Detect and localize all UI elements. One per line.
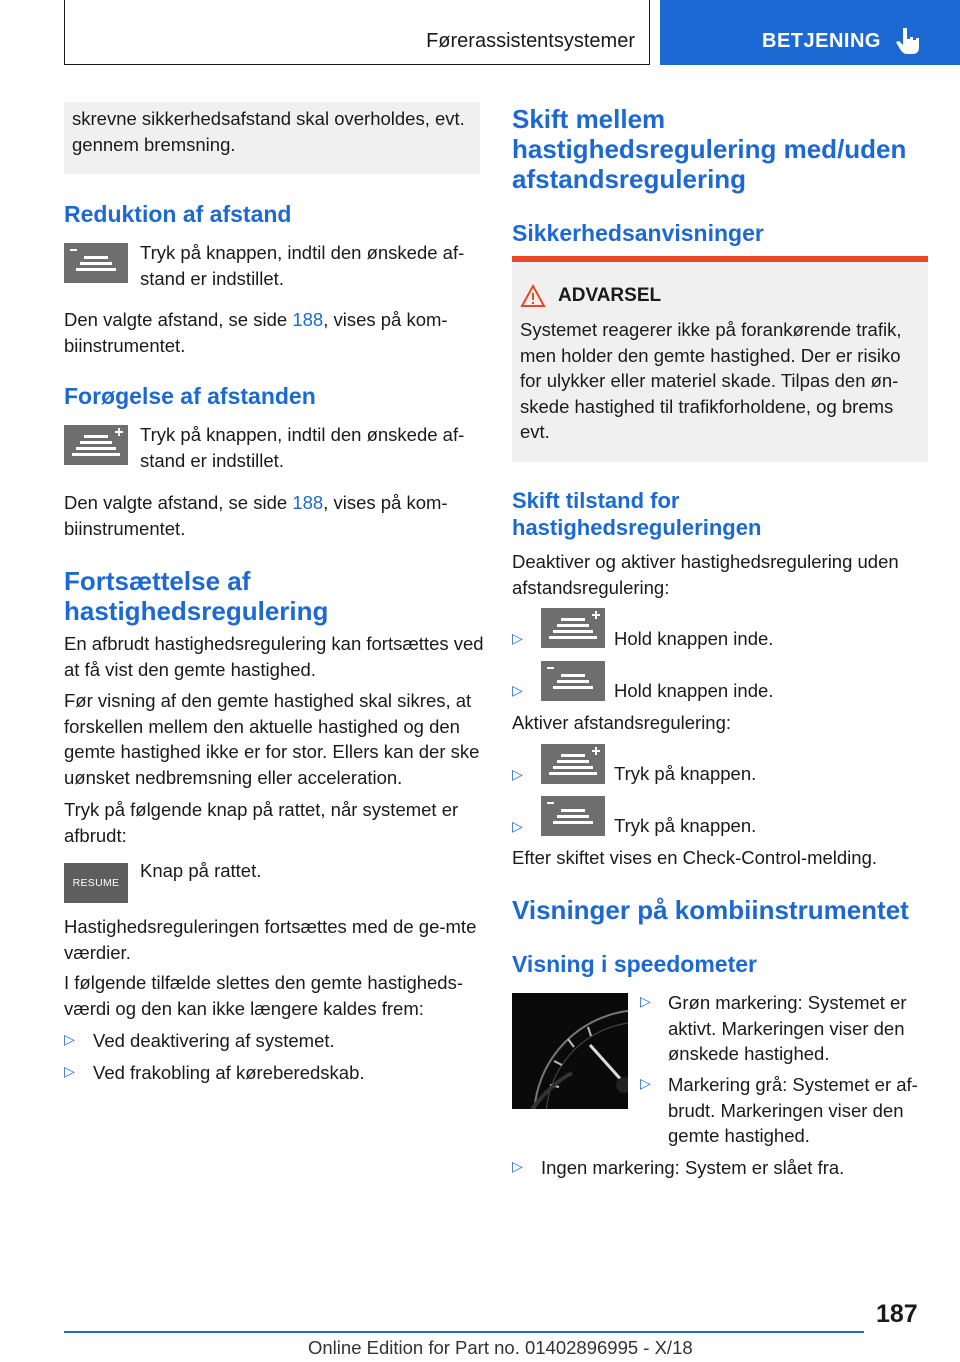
resume-heading: Fortsættelse af hastighedsregulering [64, 566, 329, 626]
triangle-bullet-icon: ▷ [64, 1063, 75, 1079]
warning-text: Systemet reagerer ikke på forankørende trafik, men holder den gemte hastighed. Der er risiko for ulykker eller materiel skade. Tilpas den øn-skede hastighed til trafikforholdene, og brems evt. [520, 319, 902, 442]
safety-heading: Sikkerhedsanvisninger [512, 220, 764, 246]
after-switch-note: Efter skiftet vises en Check-Control-melding. [512, 847, 877, 868]
resume-button-label: RESUME [72, 877, 120, 889]
distance-increase-icon [541, 744, 605, 784]
increase-distance-heading: Forøgelse af afstanden [64, 383, 316, 409]
continued-note-text: skrevne sikkerhedsafstand skal overholdes, evt. gennem bremsning. [72, 108, 465, 155]
distance-decrease-button-image [64, 243, 128, 283]
distance-decrease-button-image [541, 796, 605, 836]
footer-edition: Online Edition for Part no. 01402896995 - X/18 [308, 1337, 693, 1358]
hold-instruction-2: Hold knappen inde. [614, 680, 774, 701]
warning-triangle-icon [520, 284, 546, 308]
triangle-bullet-icon: ▷ [512, 766, 523, 782]
footer-divider [64, 1331, 864, 1333]
hold-instruction-1: Hold knappen inde. [614, 628, 774, 649]
distance-decrease-icon [64, 243, 128, 283]
increase-note-post: , vises på kom-biinstrumentet. [64, 492, 448, 539]
distance-increase-button-image [541, 608, 605, 648]
press-instruction-1: Tryk på knappen. [614, 763, 757, 784]
resume-list-item: Ved deaktivering af systemet. [93, 1030, 335, 1051]
distance-increase-icon [64, 425, 128, 465]
mode-heading: Skift tilstand for hastighedsreguleringen [512, 488, 762, 540]
reduce-note [64, 307, 480, 358]
triangle-bullet-icon: ▷ [512, 818, 523, 834]
resume-list-item: Ved frakobling af køreberedskab. [93, 1062, 365, 1083]
mode-intro: Deaktiver og aktiver hastighedsregulering uden afstandsregulering: [512, 551, 899, 598]
header-section-title: Førerassistentsystemer [426, 30, 635, 52]
speedo-list-item: Markering grå: Systemet er af-brudt. Markeringen viser den gemte hastighed. [668, 1074, 918, 1146]
triangle-bullet-icon: ▷ [512, 1158, 523, 1174]
reduce-note-pre: Den valgte afstand, se side [64, 309, 293, 330]
header-chapter-title: BETJENING [762, 30, 881, 52]
resume-paragraph-2: Før visning af den gemte hastighed skal sikres, at forskellen mellem den aktuelle hastighed og den gemte hastighed ikke er for stor. Ellers kan der ske uønsket nedbremsning eller acceleration. [64, 690, 480, 788]
distance-increase-icon [541, 608, 605, 648]
no-marking-item: Ingen markering: System er slået fra. [541, 1157, 845, 1178]
reduce-instruction: Tryk på knappen, indtil den ønskede af-stand er indstillet. [140, 242, 465, 289]
activate-intro: Aktiver afstandsregulering: [512, 712, 732, 733]
increase-instruction: Tryk på knappen, indtil den ønskede af-stand er indstillet. [140, 424, 465, 471]
resume-paragraph-3: Tryk på følgende knap på rattet, når systemet er afbrudt: [64, 799, 459, 846]
speedo-list-item: Grøn markering: Systemet er aktivt. Markeringen viser den ønskede hastighed. [668, 992, 907, 1064]
increase-page-link[interactable]: 188 [292, 492, 324, 513]
resume-paragraph-4: Hastighedsreguleringen fortsættes med de ge-mte værdier. [64, 916, 477, 963]
hand-pointer-icon [894, 26, 924, 56]
page-number: 187 [876, 1300, 918, 1328]
increase-note [64, 490, 480, 541]
resume-paragraph-5: I følgende tilfælde slettes den gemte hastigheds-værdi og den kan ikke længere kaldes frem: [64, 972, 464, 1019]
resume-paragraph-1: En afbrudt hastighedsregulering kan fortsættes ved at få vist den gemte hastighed. [64, 633, 484, 680]
display-heading: Visninger på kombiinstrumentet [512, 895, 909, 925]
speedometer-photo [512, 993, 628, 1109]
triangle-bullet-icon: ▷ [640, 993, 651, 1009]
triangle-bullet-icon: ▷ [512, 682, 523, 698]
increase-note-pre: Den valgte afstand, se side [64, 492, 293, 513]
switch-heading: Skift mellem hastighedsregulering med/uden afstandsregulering [512, 104, 907, 194]
triangle-bullet-icon: ▷ [512, 630, 523, 646]
triangle-bullet-icon: ▷ [640, 1075, 651, 1091]
distance-increase-button-image [64, 425, 128, 465]
distance-decrease-icon [541, 661, 605, 701]
triangle-bullet-icon: ▷ [64, 1031, 75, 1047]
reduce-distance-heading: Reduktion af afstand [64, 201, 292, 227]
header-section-box [64, 0, 650, 65]
distance-decrease-button-image [541, 661, 605, 701]
reduce-page-link[interactable]: 188 [292, 309, 324, 330]
distance-increase-button-image [541, 744, 605, 784]
warning-title: ADVARSEL [558, 285, 662, 306]
distance-decrease-icon [541, 796, 605, 836]
reduce-note-post: , vises på kom-biinstrumentet. [64, 309, 448, 356]
header-chapter-tab [660, 0, 960, 65]
press-instruction-2: Tryk på knappen. [614, 815, 757, 836]
resume-button-image [64, 863, 128, 903]
speedo-heading: Visning i speedometer [512, 951, 757, 977]
resume-button-caption: Knap på rattet. [140, 860, 262, 881]
